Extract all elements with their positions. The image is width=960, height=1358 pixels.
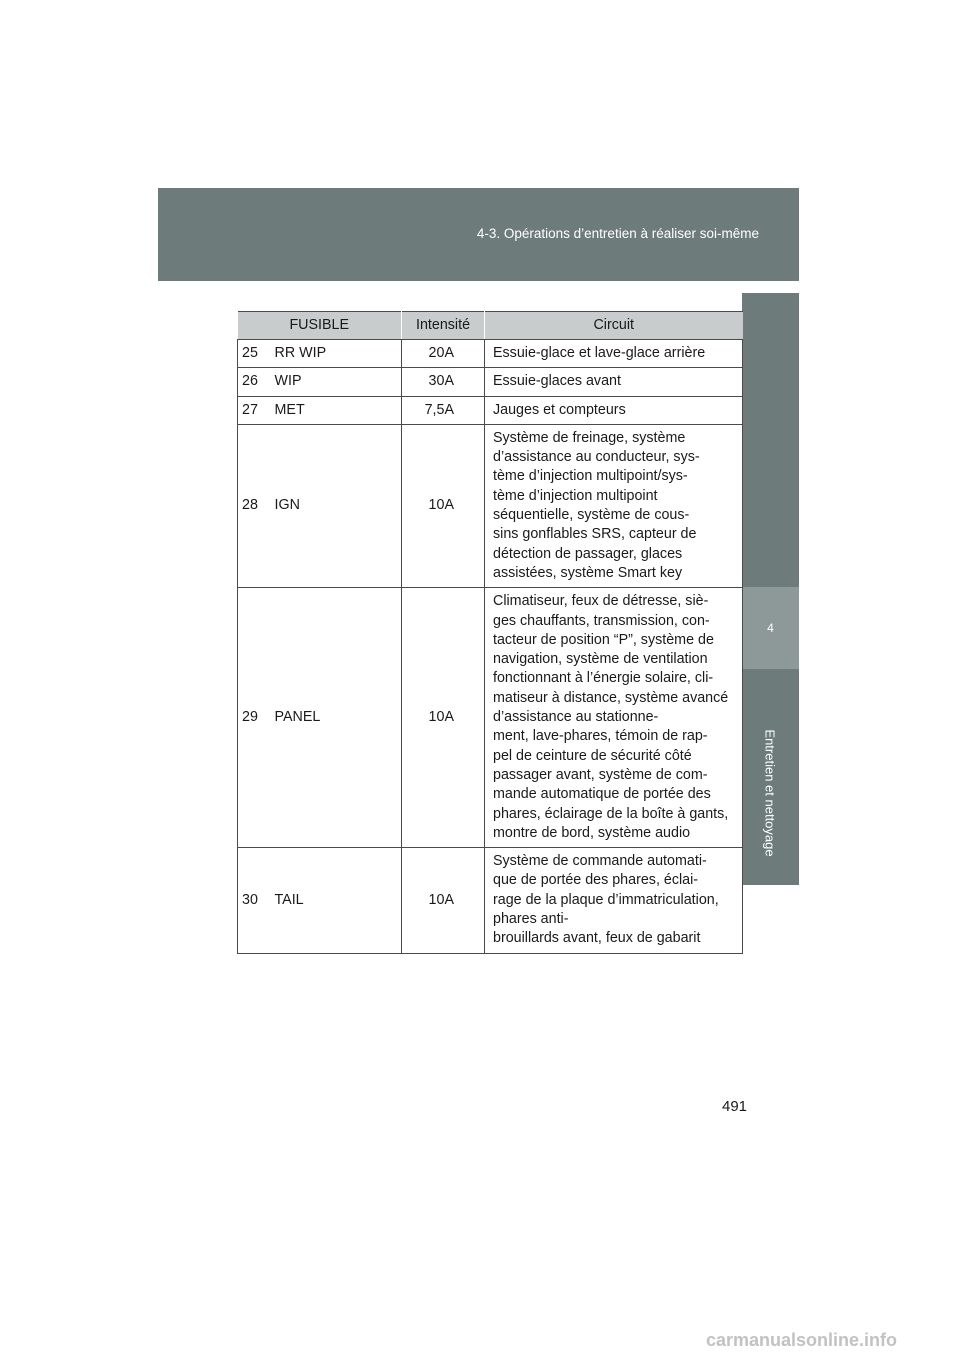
chapter-number: 4 (742, 587, 799, 669)
fuse-number: 27 (238, 396, 269, 424)
chapter-side-tab (742, 293, 799, 885)
fuse-name: TAIL (269, 848, 402, 953)
fuse-amperage: 10A (402, 848, 485, 953)
section-title: 4-3. Opérations d’entretien à réaliser soi-même (476, 226, 759, 241)
fuse-number: 28 (238, 424, 269, 587)
table-row (238, 424, 743, 587)
fuse-name: WIP (269, 368, 402, 396)
page-number: 491 (722, 1098, 748, 1115)
fuse-circuit: Jauges et compteurs (485, 396, 743, 424)
fuse-circuit: Essuie-glace et lave-glace arrière (485, 340, 743, 368)
fuse-number: 29 (238, 588, 269, 848)
fuse-amperage: 20A (402, 340, 485, 368)
fuse-amperage: 10A (402, 424, 485, 587)
fuse-name: RR WIP (269, 340, 402, 368)
fuse-table (237, 311, 743, 954)
fuse-number: 26 (238, 368, 269, 396)
fuse-number: 30 (238, 848, 269, 953)
fuse-amperage: 30A (402, 368, 485, 396)
header-circuit: Circuit (485, 312, 743, 340)
header-amperage: Intensité (402, 312, 485, 340)
table-row (238, 588, 743, 848)
chapter-title: Entretien et nettoyage (762, 729, 778, 857)
watermark: carmanualsonline.info (706, 1330, 898, 1350)
table-row (238, 368, 743, 396)
fuse-circuit: Système de commande automati- que de portée des phares, éclai- rage de la plaque d’immatriculation, phares anti- brouillards avant, feux de gabarit (485, 848, 743, 953)
fuse-amperage: 7,5A (402, 396, 485, 424)
fuse-circuit: Essuie-glaces avant (485, 368, 743, 396)
fuse-name: PANEL (269, 588, 402, 848)
section-header-band (158, 188, 799, 281)
fuse-circuit: Climatiseur, feux de détresse, siè- ges chauffants, transmission, con- tacteur de position “P”, système de navigation, système de ventilation fonctionnant à l’énergie solaire, cli- matiseur à distance, système avancé d’assistance au stationne- ment, lave-phares, témoin de rap- pel de ceinture de sécurité côté passager avant, système de com- mande automatique de portée des phares, éclairage de la boîte à gants, montre de bord, système audio (485, 588, 743, 848)
header-fuse: FUSIBLE (238, 312, 402, 340)
fuse-amperage: 10A (402, 588, 485, 848)
table-row (238, 396, 743, 424)
fuse-name: MET (269, 396, 402, 424)
table-header-row (238, 312, 743, 340)
fuse-name: IGN (269, 424, 402, 587)
table-row (238, 340, 743, 368)
fuse-number: 25 (238, 340, 269, 368)
table-row (238, 848, 743, 953)
fuse-circuit: Système de freinage, système d’assistance au conducteur, sys- tème d’injection multipoint/sys- tème d’injection multipoint séquentielle, système de cous- sins gonflables SRS, capteur de détection de passager, glaces assistées, système Smart key (485, 424, 743, 587)
